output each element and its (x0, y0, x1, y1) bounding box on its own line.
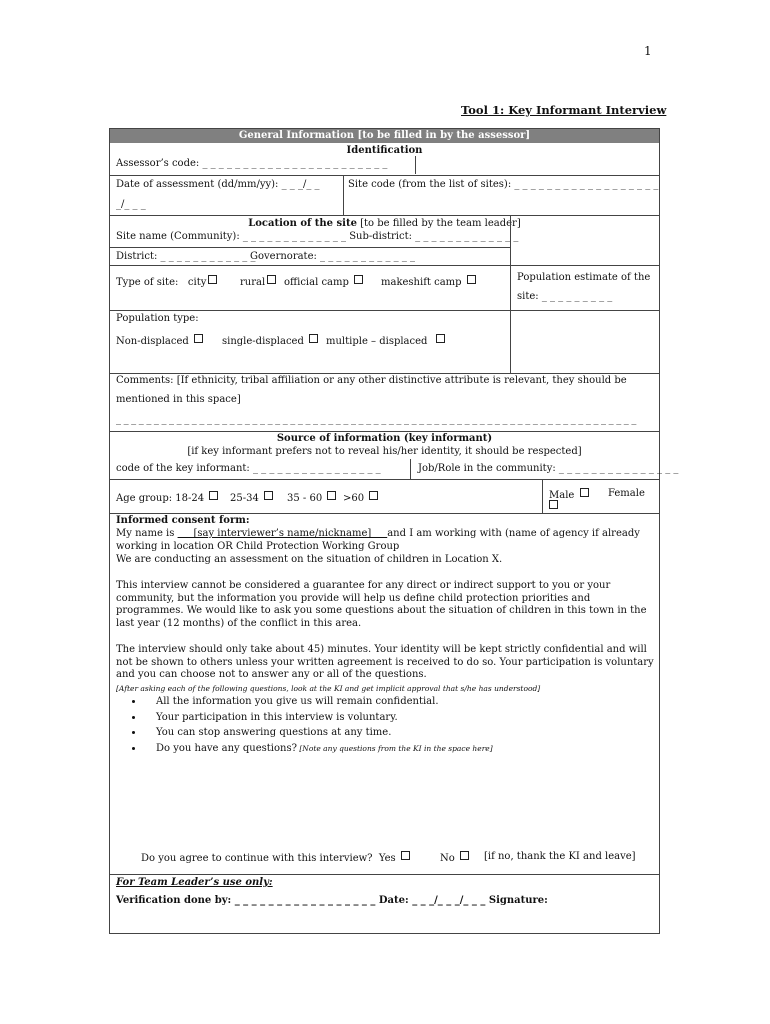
team-leader-heading: For Team Leader’s use only: (116, 877, 273, 888)
agree-question (141, 851, 410, 865)
single-displaced-label: single-displaced (222, 336, 304, 347)
no-option (440, 851, 469, 865)
list-item: • Your participation in this interview is voluntary. (144, 710, 493, 726)
makeshift-camp-checkbox[interactable] (467, 275, 476, 284)
divider (542, 479, 543, 513)
type-of-site-row (116, 275, 217, 289)
comments-label: Comments: [If ethnicity, tribal affiliation or any other distinctive attribute is relevant, they should be (116, 375, 627, 386)
date-of-assessment-continued: _/_ _ _ (116, 199, 146, 210)
list-item: • All the information you give us will remain confidential. (144, 694, 493, 710)
city-checkbox[interactable] (208, 275, 217, 284)
makeshift-camp-label: makeshift camp (381, 277, 462, 288)
location-heading-note: [to be filled by the team leader] (356, 218, 521, 229)
multiple-displaced-option (326, 334, 445, 348)
verification-line[interactable]: Verification done by: _ _ _ _ _ _ _ _ _ _ _ _ _ _ _ _ _ Date: _ _ _/_ _ _/_ _ _ Signature: (116, 895, 548, 906)
site-name-field[interactable]: Site name (Community): _ _ _ _ _ _ _ _ _ _ _ _ _ Sub-district: _ _ _ _ _ _ _ _ _ _ _ _ _ (116, 231, 519, 242)
consent-guarantee-paragraph: This interview cannot be considered a guarantee for any direct or indirect support to you or your community, but the information you provide will help us define child protection priorities and programmes. We would like to ask you some questions about the situation of children in this town in the last year (12 months) of the conflict in this area. (116, 580, 647, 629)
comments-field[interactable]: _ _ _ _ _ _ _ _ _ _ _ _ _ _ _ _ _ _ _ _ _ _ _ _ _ _ _ _ _ _ _ _ _ _ _ _ _ _ _ _ _ _ _ _ _ _ _ _ _ _ _ _ _ _ _ _ _ _ _ _ _ _ _ _ _ _ _ _ _ (116, 414, 637, 425)
population-estimate-label: Population estimate of the (517, 272, 651, 283)
divider (110, 265, 659, 266)
divider (110, 479, 659, 480)
divider (110, 247, 510, 248)
divider (110, 175, 659, 176)
general-info-banner: General Information [to be filled in by the assessor] (110, 129, 659, 143)
consent-confidentiality-paragraph: The interview should only take about 45) minutes. Your identity will be kept strictly confidential and will not be shown to others unless your written agreement is received to do so. Your participation is voluntary and you can choose not to answer any or all of the questions. (116, 644, 654, 681)
divider (510, 215, 511, 373)
page-number: 1 (644, 44, 652, 58)
tool-title: Tool 1: Key Informant Interview (461, 103, 667, 117)
list-item: • You can stop answering questions at any time. (144, 725, 493, 741)
single-displaced-option (222, 334, 318, 348)
questions-note: [Note any questions from the KI in the space here] (296, 743, 493, 753)
site-code-field[interactable]: Site code (from the list of sites): _ _ _ _ _ _ _ _ _ _ _ _ _ _ _ _ _ _ (348, 179, 659, 190)
no-checkbox[interactable] (460, 851, 469, 860)
no-label: No (440, 853, 455, 864)
multiple-displaced-checkbox[interactable] (436, 334, 445, 343)
my-name-prefix: My name is (116, 528, 178, 539)
yes-checkbox[interactable] (401, 851, 410, 860)
single-displaced-checkbox[interactable] (309, 334, 318, 343)
my-name-suffix: and I am working with (name of agency if already (387, 528, 640, 539)
age-18-24-option (116, 491, 218, 505)
consent-agency-line: working in location OR Child Protection Working Group (116, 541, 400, 552)
age-35-60-checkbox[interactable] (327, 491, 336, 500)
age-35-60-label: 35 - 60 (287, 493, 323, 504)
age-25-34-option (230, 491, 273, 505)
type-of-site-label: Type of site: (116, 277, 179, 288)
male-checkbox[interactable] (580, 488, 589, 497)
divider (415, 156, 416, 174)
official-camp-option (284, 275, 363, 289)
male-label: Male (549, 490, 575, 501)
official-camp-label: official camp (284, 277, 349, 288)
city-label: city (187, 277, 207, 288)
age-60-plus-label: >60 (343, 493, 365, 504)
female-option (549, 500, 558, 514)
divider (343, 175, 344, 215)
non-displaced-checkbox[interactable] (194, 334, 203, 343)
source-subheading: [if key informant prefers not to reveal his/her identity, it should be respected] (187, 446, 582, 457)
consent-bullet-list (130, 694, 493, 756)
district-field[interactable]: District: _ _ _ _ _ _ _ _ _ _ _ _ (116, 251, 256, 262)
consent-assessment-line: We are conducting an assessment on the situation of children in Location X. (116, 554, 503, 565)
age-35-60-option (287, 491, 336, 505)
rural-option (240, 275, 276, 289)
rural-checkbox[interactable] (267, 275, 276, 284)
age-25-34-label: 25-34 (230, 493, 259, 504)
divider (110, 215, 659, 216)
if-no-note: [if no, thank the KI and leave] (484, 851, 636, 862)
population-estimate-field[interactable]: site: _ _ _ _ _ _ _ _ _ (517, 291, 613, 302)
source-heading: Source of information (key informant) (276, 433, 493, 444)
assessment-form (109, 128, 679, 934)
rural-label: rural (240, 277, 266, 288)
date-of-assessment-field[interactable]: Date of assessment (dd/mm/yy): _ _ _/_ _ (116, 179, 320, 190)
identification-heading: Identification (346, 145, 423, 156)
consent-instruction: [After asking each of the following questions, look at the KI and get implicit approval that s/he has understood] (116, 684, 541, 693)
divider (110, 874, 659, 875)
governorate-field[interactable]: Governorate: _ _ _ _ _ _ _ _ _ _ _ _ (250, 251, 416, 262)
job-role-field[interactable]: Job/Role in the community: _ _ _ _ _ _ _ _ _ _ _ _ _ _ _ (418, 463, 679, 474)
divider (110, 431, 659, 432)
comments-label-continued: mentioned in this space] (116, 394, 241, 405)
makeshift-camp-option (381, 275, 476, 289)
list-item (144, 741, 493, 757)
female-checkbox[interactable] (549, 500, 558, 509)
agree-question-text: Do you agree to continue with this interview? (141, 853, 373, 864)
assessor-code-field[interactable]: Assessor’s code: _ _ _ _ _ _ _ _ _ _ _ _ _ _ _ _ _ _ _ _ _ _ _ (116, 158, 388, 169)
non-displaced-label: Non-displaced (116, 336, 189, 347)
location-heading-bold: Location of the site (248, 218, 357, 229)
age-18-24-checkbox[interactable] (209, 491, 218, 500)
population-type-label: Population type: (116, 313, 199, 324)
divider (110, 513, 659, 514)
divider (110, 310, 659, 311)
yes-label: Yes (378, 853, 396, 864)
interviewer-name-placeholder: [say interviewer’s name/nickname] (177, 528, 388, 539)
age-25-34-checkbox[interactable] (264, 491, 273, 500)
questions-text: Do you have any questions? (156, 742, 297, 754)
divider (410, 459, 411, 479)
age-60-plus-checkbox[interactable] (369, 491, 378, 500)
consent-my-name-line (116, 528, 640, 540)
key-informant-code-field[interactable]: code of the key informant: _ _ _ _ _ _ _ _ _ _ _ _ _ _ _ _ (116, 463, 381, 474)
official-camp-checkbox[interactable] (354, 275, 363, 284)
location-heading (110, 218, 659, 230)
female-label: Female (608, 488, 645, 499)
non-displaced-option (116, 334, 203, 348)
consent-heading: Informed consent form: (116, 515, 250, 526)
age-group-label: Age group: 18-24 (116, 493, 205, 504)
divider (110, 373, 659, 374)
multiple-displaced-label: multiple – displaced (326, 336, 428, 347)
age-60-plus-option (343, 491, 378, 505)
